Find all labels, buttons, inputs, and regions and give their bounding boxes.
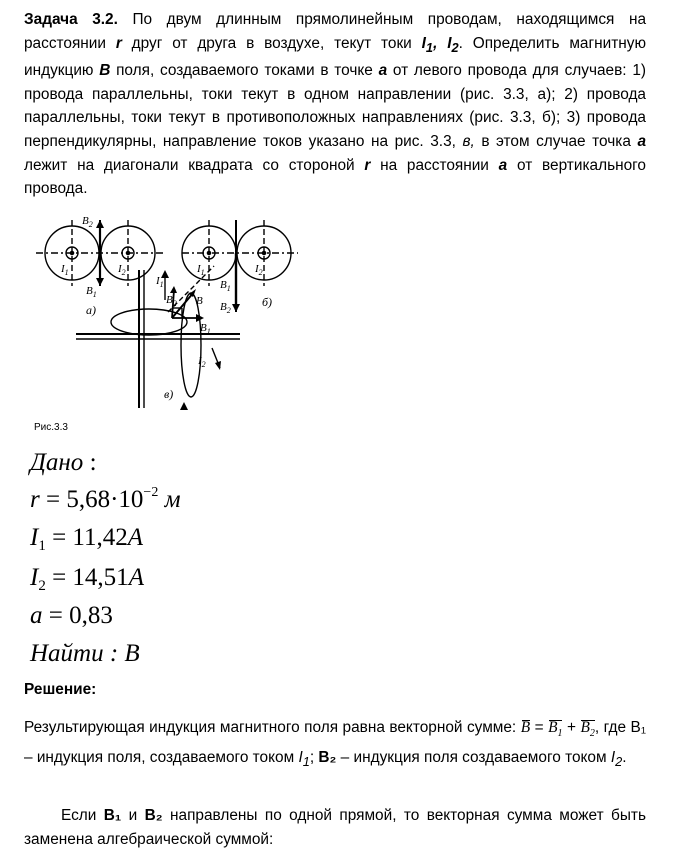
fig-label-B2: $B_2$ (220, 301, 231, 315)
var-a: a (498, 156, 508, 174)
solution-text: – индукция поля создаваемого током (336, 748, 611, 766)
fig-label-B2: $B_2$ (166, 294, 177, 308)
problem-text: По двум длинным прямолинейным проводам, находящимся на расстоянии (24, 11, 646, 52)
var-r: r (364, 156, 371, 174)
given-find: Найти : B (30, 640, 140, 667)
fig-label-B2: $B_2$ (82, 215, 93, 229)
fig-label-I1: $I_1$ (197, 263, 205, 277)
fig-label-b: б) (262, 295, 273, 309)
var-B2: B₂ (144, 807, 163, 824)
var-a: a (637, 133, 646, 151)
given-I1: $I_1 = 11,42A$ (30, 524, 144, 554)
vector-B1: $B_1$ (548, 719, 563, 740)
given-r: $r = 5,68\cdot 10^{-2}$ м (30, 485, 181, 513)
solution-paragraph-2: Если B₁ и B₂ направлены по одной прямой, то векторная сумма может быть заменена алгебраической суммой: (24, 807, 646, 848)
fig-label-I1: $I_1$ (156, 275, 164, 289)
solution-text: , где B₁ – индукция поля, создаваемого током (24, 719, 647, 766)
var-r: r (115, 34, 122, 52)
problem-text: . Определить магнитную индукцию (24, 34, 646, 80)
solution-paragraph-1: Результирующая индукция магнитного поля равна векторной сумме: $B = B_1 + B_2$, где B₁ – индукция поля, создаваемого током $I_1$; B₂ – индукция поля создаваемого током $I_2$. (24, 719, 647, 769)
problem-statement (24, 8, 646, 201)
fig-label-B1: $B_1$ (220, 279, 231, 293)
fig-label-I1: $I_1$ (61, 263, 69, 277)
var-B1: B₁ (103, 807, 122, 824)
given-title: Дано : (30, 449, 97, 476)
var-B2: B₂ (318, 748, 337, 766)
var-I1: $I_1$ (421, 34, 434, 55)
var-a: a (378, 62, 388, 80)
vector-B: B (520, 719, 531, 736)
problem-text: от левого провода для случаев: 1) провода параллельны, токи текут в одном направлении (рис. 3.3, а); 2) провода параллельны, токи текут в противоположных направлениях (рис. 3.3, б); 3) провода перпендикулярны, направление токов указано на рис. 3.3, (24, 62, 646, 151)
vector-B2: $B_2$ (580, 719, 595, 740)
figure-caption: Рис.3.3 (34, 422, 68, 433)
fig-label-B: B (196, 295, 203, 307)
fig-label-v: в) (164, 387, 174, 401)
problem-text: друг от друга в воздухе, текут токи (121, 34, 422, 52)
var-I2: $I_2$ (447, 34, 459, 55)
fig-label-B1: $B_1$ (86, 285, 97, 299)
fig-ref-v: в, (462, 133, 475, 151)
var-I2: $I_2$ (610, 748, 623, 769)
figure-3-3 (24, 212, 306, 433)
fig-label-I2: $I_2$ (198, 355, 206, 369)
solution-text: направлены по одной прямой, то векторная сумма может быть заменена алгебраической суммой: (24, 807, 646, 848)
problem-text: в этом случае точка (474, 133, 638, 151)
comma: , (433, 34, 448, 52)
problem-title: Задача 3.2. (24, 11, 118, 28)
fig-label-I2: $I_2$ (255, 263, 263, 277)
given-a: a = 0,83 (30, 602, 113, 629)
fig-label-B1: $B_1$ (200, 322, 211, 336)
var-I1: $I_1$ (298, 748, 310, 769)
problem-text: лежит на диагонали квадрата со стороной (24, 156, 365, 174)
problem-text: поля, создаваемого токами в точке (110, 62, 379, 80)
given-I2: $I_2 = 14,51A$ (30, 564, 144, 594)
solution-heading: Решение: (24, 681, 97, 698)
fig-label-a: а) (86, 303, 96, 317)
problem-text: на расстоянии (370, 156, 499, 174)
fig-label-I2: $I_2$ (118, 263, 126, 277)
var-B: B (99, 62, 111, 80)
problem-text: от вертикального провода. (24, 156, 646, 198)
solution-text: Результирующая индукция магнитного поля равна векторной сумме: (24, 719, 521, 736)
